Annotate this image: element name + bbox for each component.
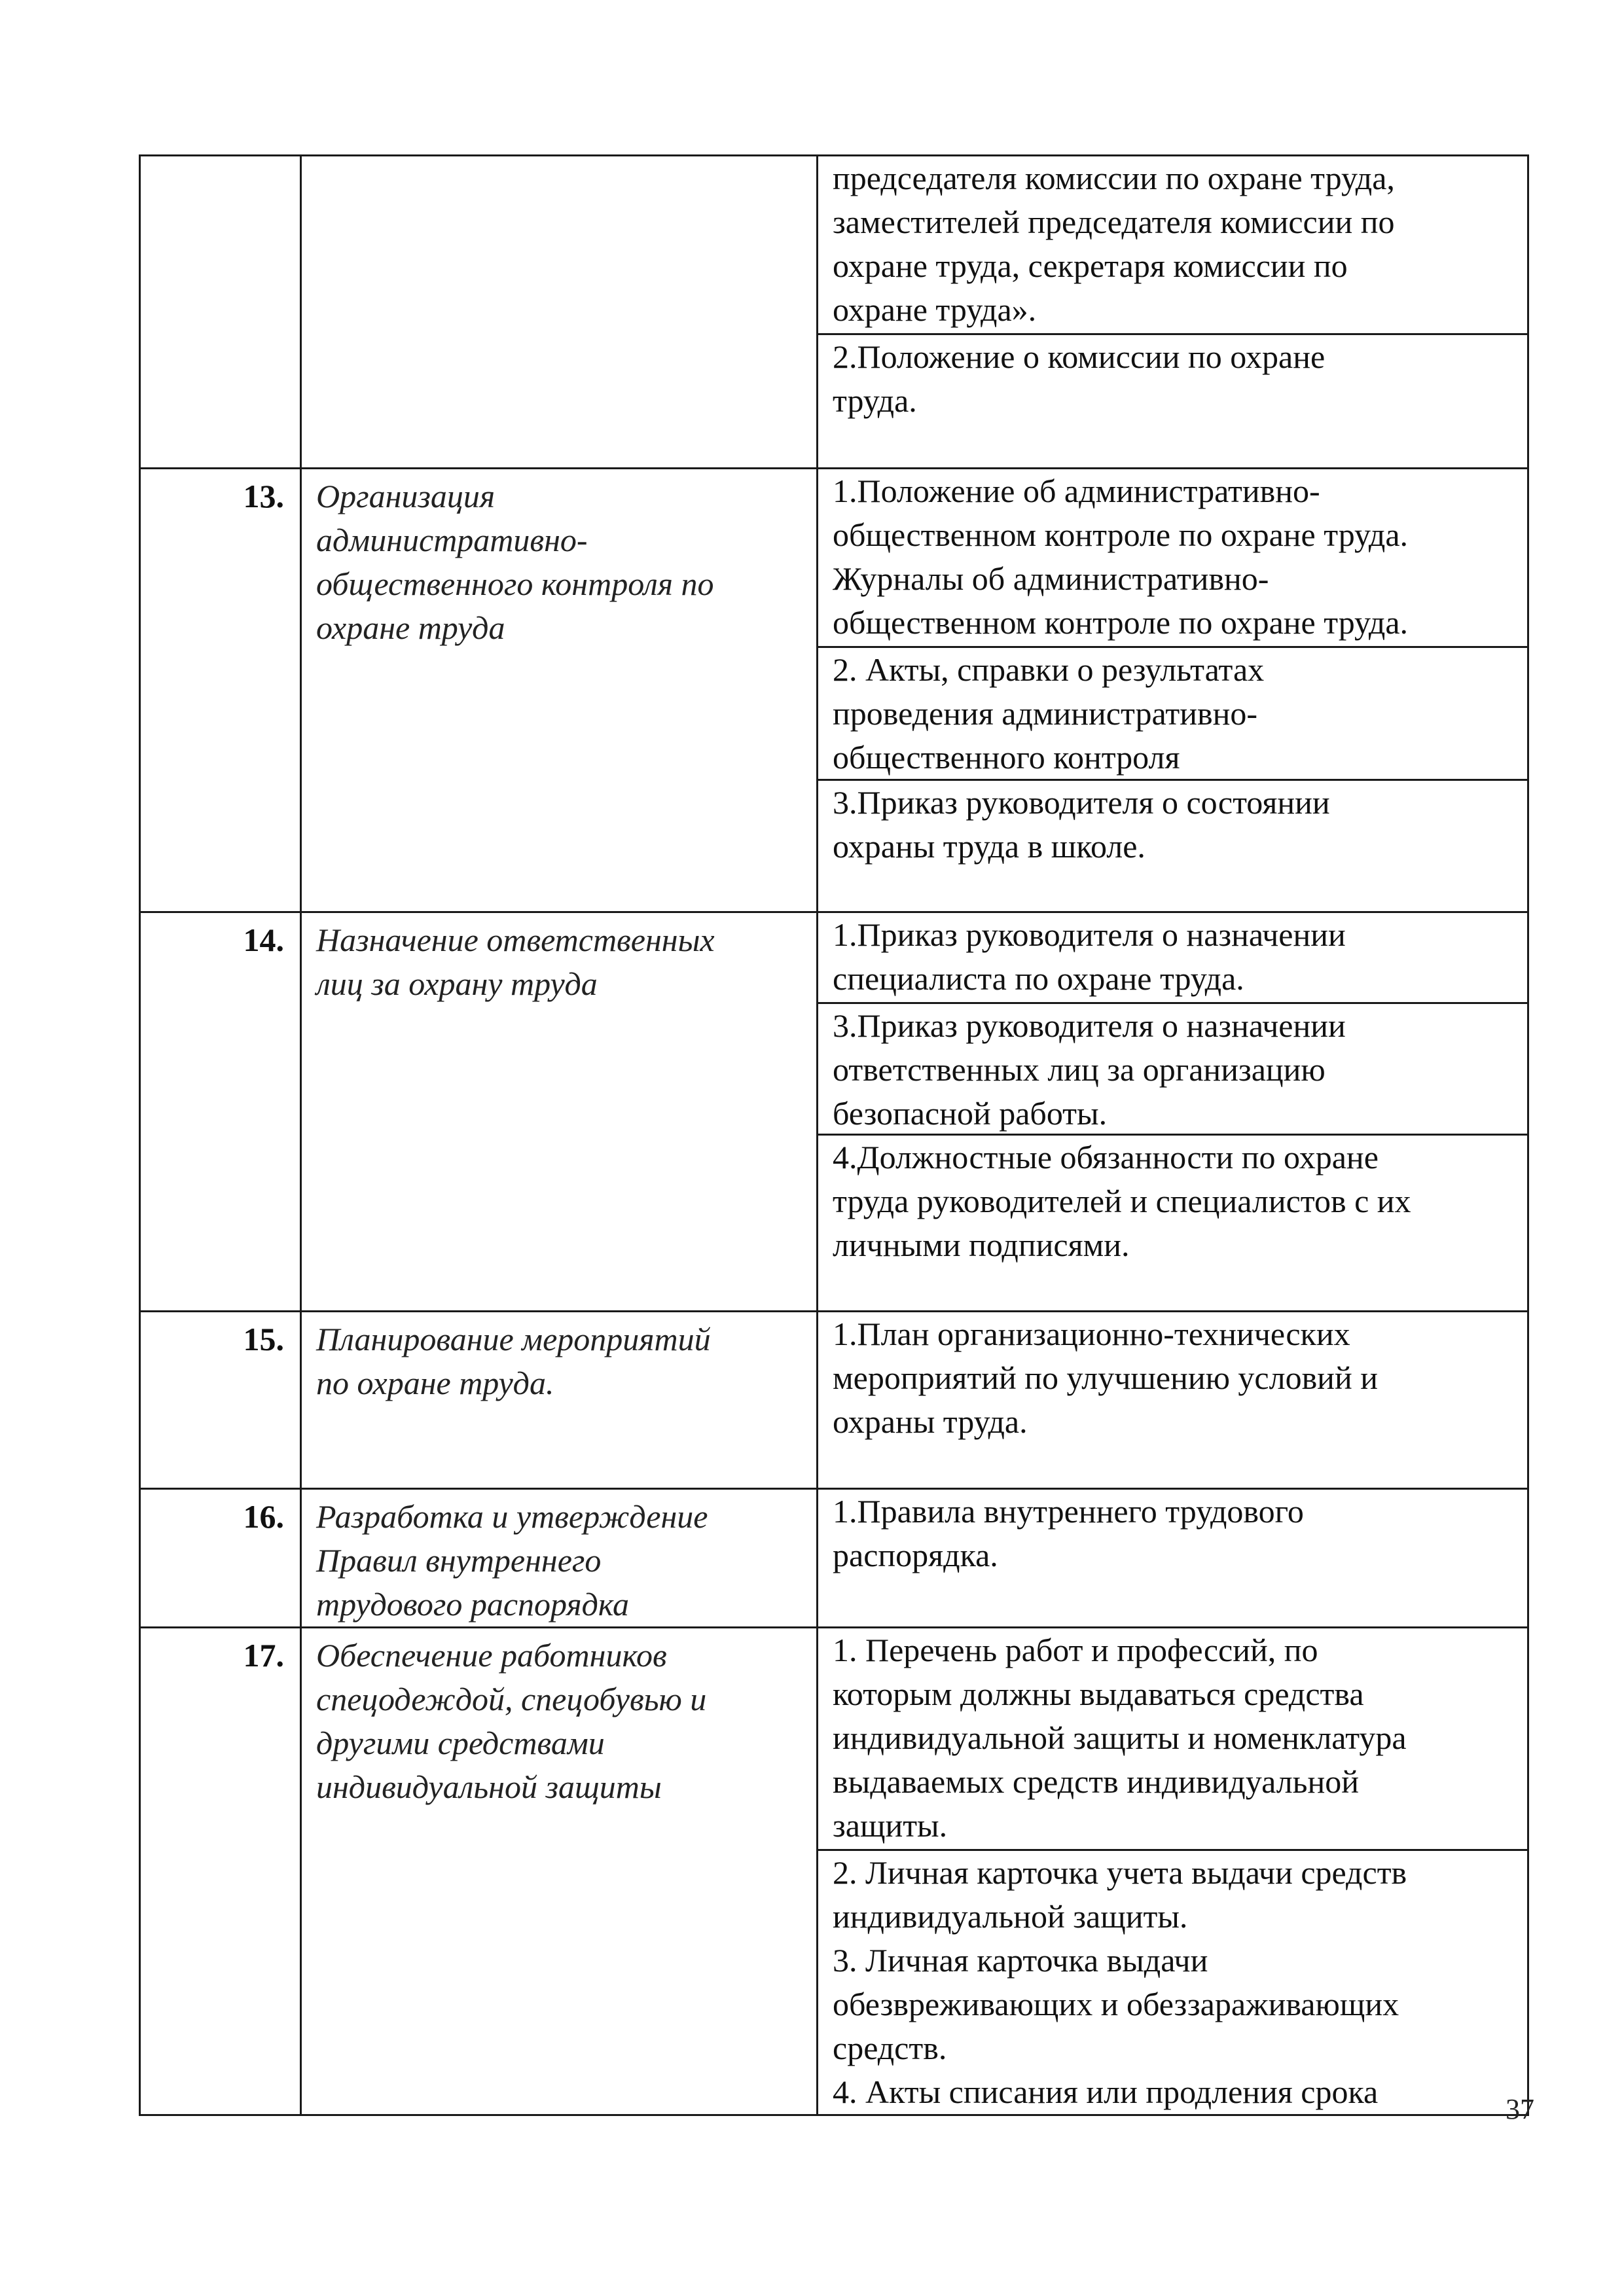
document-line: средств. xyxy=(833,2030,947,2066)
document-item xyxy=(818,913,1527,1002)
row-topic xyxy=(301,1628,818,2115)
row-number xyxy=(140,156,301,469)
topic-line: административно- xyxy=(316,522,588,558)
document-line: 3. Личная карточка выдачи xyxy=(833,1942,1208,1979)
topic-line: Организация xyxy=(316,478,496,514)
document-item xyxy=(818,1002,1527,1134)
row-topic xyxy=(301,912,818,1312)
table-row xyxy=(140,912,1528,1312)
document-line: ответственных лиц за организацию xyxy=(833,1051,1326,1088)
row-documents xyxy=(818,156,1528,469)
document-line: заместителей председателя комиссии по xyxy=(833,204,1395,240)
document-line: охране труда». xyxy=(833,291,1037,328)
document-line: 4.Должностные обязанности по охране xyxy=(833,1139,1379,1175)
topic-line: общественного контроля по xyxy=(316,565,714,602)
document-item xyxy=(818,1490,1527,1623)
document-line: специалиста по охране труда. xyxy=(833,960,1244,997)
document-item xyxy=(818,1312,1527,1488)
document-line: председателя комиссии по охране труда, xyxy=(833,160,1395,196)
document-line: индивидуальной защиты. xyxy=(833,1898,1188,1935)
table-row xyxy=(140,1489,1528,1628)
document-line: 1.План организационно-технических xyxy=(833,1316,1350,1352)
document-line: труда руководителей и специалистов с их xyxy=(833,1183,1411,1219)
topic-line: Обеспечение работников xyxy=(316,1637,667,1674)
document-line: труда. xyxy=(833,382,917,419)
topic-line: индивидуальной защиты xyxy=(316,1768,662,1805)
document-line: общественного контроля xyxy=(833,739,1180,776)
topic-line: спецодеждой, спецобувью и xyxy=(316,1681,707,1717)
document-line: 3.Приказ руководителя о назначении xyxy=(833,1007,1346,1044)
topic-line: Разработка и утверждение xyxy=(316,1498,708,1535)
document-line: 2. Акты, справки о результатах xyxy=(833,651,1265,688)
row-documents xyxy=(818,1628,1528,2115)
document-line: Журналы об административно- xyxy=(833,560,1269,597)
document-line: выдаваемых средств индивидуальной xyxy=(833,1763,1359,1800)
topic-line: Назначение ответственных xyxy=(316,922,715,958)
table-row xyxy=(140,1628,1528,2115)
document-line: 1.Приказ руководителя о назначении xyxy=(833,916,1346,953)
document-item xyxy=(818,1628,1527,1849)
document-line: мероприятий по улучшению условий и xyxy=(833,1359,1378,1396)
page-number: 37 xyxy=(1506,2093,1534,2125)
document-line: 3.Приказ руководителя о состоянии xyxy=(833,784,1330,821)
topic-line: охране труда xyxy=(316,609,505,646)
table-row xyxy=(140,156,1528,469)
document-line: охраны труда в школе. xyxy=(833,828,1146,865)
document-line: 1.Правила внутреннего трудового xyxy=(833,1493,1304,1530)
document-line: общественном контроле по охране труда. xyxy=(833,604,1409,641)
topic-line: другими средствами xyxy=(316,1725,605,1761)
topic-line: Планирование мероприятий xyxy=(316,1321,711,1357)
row-number: 15. xyxy=(140,1312,301,1489)
table-row xyxy=(140,1312,1528,1489)
document-item xyxy=(818,1849,1527,2114)
row-number: 13. xyxy=(140,469,301,912)
row-number: 16. xyxy=(140,1489,301,1628)
document-line: проведения административно- xyxy=(833,695,1257,732)
document-line: личными подписями. xyxy=(833,1227,1130,1263)
topic-line: Правил внутреннего xyxy=(316,1542,602,1579)
row-number: 17. xyxy=(140,1628,301,2115)
document-line: которым должны выдаваться средства xyxy=(833,1676,1364,1712)
row-documents xyxy=(818,912,1528,1312)
document-item xyxy=(818,469,1527,646)
row-documents xyxy=(818,469,1528,912)
row-topic xyxy=(301,1312,818,1489)
document-item xyxy=(818,646,1527,779)
document-line: 4. Акты списания или продления срока xyxy=(833,2073,1379,2110)
document-line: обезвреживающих и обеззараживающих xyxy=(833,1986,1399,2022)
row-topic xyxy=(301,469,818,912)
document-line: 1. Перечень работ и профессий, по xyxy=(833,1632,1318,1668)
row-documents xyxy=(818,1312,1528,1489)
row-topic xyxy=(301,156,818,469)
topic-line: трудового распорядка xyxy=(316,1586,630,1623)
labor-safety-documents-table xyxy=(139,154,1529,2116)
document-line: распорядка. xyxy=(833,1537,998,1573)
document-item xyxy=(818,1134,1527,1310)
document-line: охраны труда. xyxy=(833,1403,1028,1440)
document-item xyxy=(818,333,1527,467)
document-line: защиты. xyxy=(833,1807,948,1844)
row-number: 14. xyxy=(140,912,301,1312)
document-item xyxy=(818,779,1527,911)
document-line: охране труда, секретаря комиссии по xyxy=(833,247,1348,284)
document-line: общественном контроле по охране труда. xyxy=(833,516,1409,553)
table-row xyxy=(140,469,1528,912)
document-line: 2. Личная карточка учета выдачи средств xyxy=(833,1854,1407,1891)
document-line: 1.Положение об административно- xyxy=(833,473,1320,509)
document-line: безопасной работы. xyxy=(833,1095,1108,1132)
topic-line: по охране труда. xyxy=(316,1365,554,1401)
topic-line: лиц за охрану труда xyxy=(316,965,598,1002)
document-line: индивидуальной защиты и номенклатура xyxy=(833,1719,1407,1756)
document-line: 2.Положение о комиссии по охране xyxy=(833,338,1326,375)
document-item xyxy=(818,156,1527,333)
table-body xyxy=(140,156,1528,2115)
row-documents xyxy=(818,1489,1528,1628)
row-topic xyxy=(301,1489,818,1628)
